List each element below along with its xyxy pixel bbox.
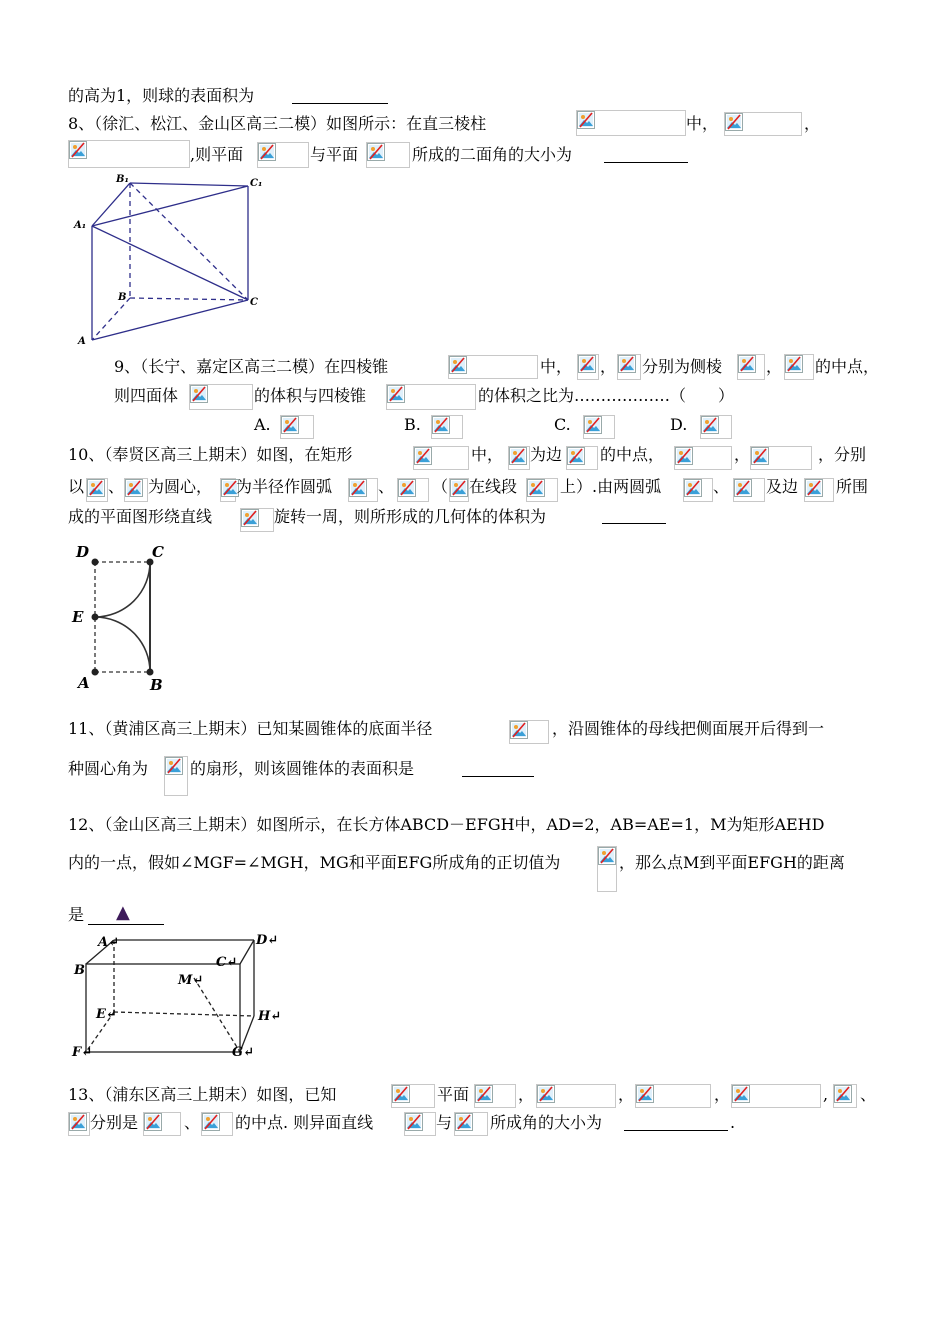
broken-image-icon: [701, 416, 719, 434]
formula-image: [86, 478, 108, 502]
formula-image: [124, 478, 148, 502]
text-line: 是: [68, 905, 85, 924]
broken-image-icon: [392, 1085, 410, 1103]
answer-marker: ▲: [116, 902, 130, 923]
label-m: M↵: [178, 973, 204, 988]
text-line: 为圆心，: [148, 477, 213, 496]
broken-image-icon: [144, 1113, 162, 1131]
broken-image-icon: [87, 479, 105, 497]
text-line: 所成角的大小为: [490, 1113, 603, 1132]
text-line: ，沿圆锥体的母线把侧面展开后得到一: [552, 719, 825, 738]
formula-image: [240, 508, 274, 532]
text-line: 分别为侧棱: [642, 357, 723, 376]
broken-image-icon: [367, 143, 385, 161]
formula-image: [143, 1112, 181, 1136]
formula-image: [737, 354, 765, 380]
broken-image-icon: [69, 141, 87, 159]
broken-image-icon: [618, 355, 636, 373]
cuboid-figure: [66, 928, 282, 1064]
text-line: （: [432, 477, 449, 496]
text-line: 中，: [540, 357, 573, 376]
broken-image-icon: [636, 1085, 654, 1103]
broken-image-icon: [805, 479, 823, 497]
answer-blank: [624, 1130, 728, 1131]
text-line: 、: [860, 1085, 877, 1104]
option-b-formula: [431, 415, 463, 439]
broken-image-icon: [510, 721, 528, 739]
option-c-formula: [583, 415, 615, 439]
text-line: 所围: [836, 477, 869, 496]
text-line: 则四面体: [114, 386, 179, 405]
prism-figure: [70, 168, 270, 348]
broken-image-icon: [398, 479, 416, 497]
formula-image: [674, 446, 732, 470]
formula-image: [164, 756, 188, 796]
broken-image-icon: [475, 1085, 493, 1103]
text-line: 的中点，: [600, 445, 665, 464]
broken-image-icon: [725, 113, 743, 131]
formula-image: [731, 1084, 821, 1108]
text-line: 、: [378, 477, 395, 496]
formula-image: [683, 478, 713, 502]
formula-image: [448, 355, 538, 379]
formula-image: [366, 142, 410, 168]
text-line: 与: [436, 1113, 453, 1132]
text-line: 成的平面图形绕直线: [68, 507, 213, 526]
formula-image: [348, 478, 378, 502]
text-line: 的扇形，则该圆锥体的表面积是: [190, 759, 415, 778]
broken-image-icon: [455, 1113, 473, 1131]
text-line: 13、（浦东区高三上期末）如图，已知: [68, 1085, 337, 1104]
formula-image: [68, 140, 190, 168]
text-line: 上）.由两圆弧: [560, 477, 662, 496]
answer-blank: [88, 924, 164, 925]
label-d: D: [76, 543, 90, 561]
text-line: ，: [518, 1085, 535, 1104]
formula-image: [784, 354, 814, 380]
broken-image-icon: [432, 416, 450, 434]
text-line: 中，: [471, 445, 504, 464]
rectangle-arcs-figure: [68, 540, 178, 692]
broken-image-icon: [734, 479, 752, 497]
formula-image: [566, 446, 598, 470]
formula-image: [474, 1084, 516, 1108]
text-line: 为半径作圆弧: [236, 477, 333, 496]
text-line: 的中点，: [815, 357, 880, 376]
label-e: E: [72, 608, 84, 626]
broken-image-icon: [684, 479, 702, 497]
text-line: 9、（长宁、嘉定区高三二模）在四棱锥: [114, 357, 389, 376]
broken-image-icon: [449, 356, 467, 374]
broken-image-icon: [202, 1113, 220, 1131]
broken-image-icon: [785, 355, 803, 373]
label-a: A: [78, 674, 90, 692]
broken-image-icon: [387, 385, 405, 403]
label-c: C↵: [216, 955, 238, 970]
label-c: C: [152, 543, 164, 561]
formula-image: [833, 1084, 857, 1108]
broken-image-icon: [190, 385, 208, 403]
formula-image: [635, 1084, 711, 1108]
formula-image: [189, 384, 253, 410]
label-b: B: [150, 676, 163, 694]
broken-image-icon: [598, 847, 616, 865]
text-line: 以: [68, 477, 85, 496]
formula-image: [449, 478, 469, 502]
broken-image-icon: [450, 479, 468, 497]
text-line: 12、（金山区高三上期末）如图所示，在长方体ABCD－EFGH中，AD=2，AB=AE=1，M为矩形AEHD: [68, 815, 825, 834]
text-line: 的高为1，则球的表面积为: [68, 86, 255, 105]
text-line: 分别是: [90, 1113, 139, 1132]
text-line: ，: [618, 1085, 635, 1104]
text-line: 8、（徐汇、松江、金山区高三二模）如图所示：在直三棱柱: [68, 114, 487, 133]
formula-image: [508, 446, 530, 470]
text-line: 中，: [686, 114, 719, 133]
broken-image-icon: [584, 416, 602, 434]
answer-blank: [292, 103, 388, 104]
broken-image-icon: [165, 757, 183, 775]
broken-image-icon: [834, 1085, 852, 1103]
label-d: D↵: [256, 933, 279, 948]
formula-image: [536, 1084, 616, 1108]
text-line: 的中点. 则异面直线: [235, 1113, 374, 1132]
formula-image: [597, 846, 617, 892]
label-a: A↵: [98, 935, 119, 950]
broken-image-icon: [125, 479, 143, 497]
broken-image-icon: [527, 479, 545, 497]
broken-image-icon: [751, 447, 769, 465]
text-line: 及边: [766, 477, 799, 496]
broken-image-icon: [577, 111, 595, 129]
text-line: ，: [734, 445, 751, 464]
label-b: B: [118, 292, 127, 303]
answer-blank: [602, 523, 666, 524]
formula-image: [577, 354, 599, 380]
text-line: 、: [184, 1113, 201, 1132]
broken-image-icon: [349, 479, 367, 497]
formula-image: [526, 478, 558, 502]
text-line: ,则平面: [190, 145, 244, 164]
text-line: 10、（奉贤区高三上期末）如图，在矩形: [68, 445, 353, 464]
broken-image-icon: [675, 447, 693, 465]
formula-image: [750, 446, 812, 470]
text-line: ，: [714, 1085, 731, 1104]
formula-image: [454, 1112, 488, 1136]
text-line: 内的一点，假如∠MGF=∠MGH，MG和平面EFG所成角的正切值为: [68, 853, 561, 872]
option-a-label: A.: [254, 415, 271, 434]
label-b: B: [74, 963, 85, 978]
broken-image-icon: [241, 509, 259, 527]
label-c1: C₁: [250, 178, 263, 189]
broken-image-icon: [258, 143, 276, 161]
text-line: ，分别: [818, 445, 867, 464]
formula-image: [804, 478, 834, 502]
text-line: ，那么点M到平面EFGH的距离: [619, 853, 845, 872]
broken-image-icon: [69, 1113, 87, 1131]
text-line: 所成的二面角的大小为: [412, 145, 573, 164]
broken-image-icon: [738, 355, 756, 373]
formula-image: [733, 478, 765, 502]
formula-image: [509, 720, 549, 744]
formula-image: [220, 478, 236, 502]
text-line: 为边: [530, 445, 563, 464]
label-h: H↵: [258, 1009, 282, 1024]
formula-image: [397, 478, 429, 502]
text-line: 、: [713, 477, 730, 496]
label-e: E↵: [96, 1007, 117, 1022]
formula-image: [386, 384, 476, 410]
text-line: ，: [766, 357, 783, 376]
broken-image-icon: [578, 355, 596, 373]
formula-image: [391, 1084, 435, 1108]
formula-image: [413, 446, 469, 470]
text-line: 、: [108, 477, 125, 496]
formula-image: [257, 142, 309, 168]
option-b-label: B.: [404, 415, 421, 434]
option-d-label: D.: [670, 415, 688, 434]
text-line: .: [730, 1113, 736, 1132]
text-line: 平面: [437, 1085, 470, 1104]
formula-image: [68, 1112, 90, 1136]
label-f: F↵: [72, 1045, 93, 1060]
label-a1: A₁: [74, 220, 87, 231]
label-b1: B₁: [116, 174, 129, 185]
text-line: 的体积与四棱锥: [254, 386, 367, 405]
text-line: ,: [823, 1085, 829, 1104]
label-c: C: [250, 297, 258, 308]
option-a-formula: [280, 415, 314, 439]
broken-image-icon: [509, 447, 527, 465]
text-line: 的体积之比为………………（ ）: [478, 386, 735, 405]
formula-image: [201, 1112, 233, 1136]
text-line: 在线段: [469, 477, 518, 496]
formula-image: [724, 112, 802, 136]
text-line: 11、（黄浦区高三上期末）已知某圆锥体的底面半径: [68, 719, 433, 738]
text-line: 种圆心角为: [68, 759, 149, 778]
broken-image-icon: [567, 447, 585, 465]
broken-image-icon: [537, 1085, 555, 1103]
label-g: G↵: [232, 1045, 254, 1060]
broken-image-icon: [281, 416, 299, 434]
formula-image: [576, 110, 686, 136]
text-line: 旋转一周，则所形成的几何体的体积为: [274, 507, 547, 526]
option-d-formula: [700, 415, 732, 439]
broken-image-icon: [732, 1085, 750, 1103]
label-a: A: [78, 336, 86, 347]
formula-image: [617, 354, 641, 380]
broken-image-icon: [414, 447, 432, 465]
answer-blank: [462, 776, 534, 777]
text-line: ，: [600, 357, 617, 376]
option-c-label: C.: [554, 415, 571, 434]
formula-image: [404, 1112, 436, 1136]
text-line: 与平面: [310, 145, 359, 164]
broken-image-icon: [405, 1113, 423, 1131]
text-line: ，: [804, 114, 821, 133]
answer-blank: [604, 162, 688, 163]
